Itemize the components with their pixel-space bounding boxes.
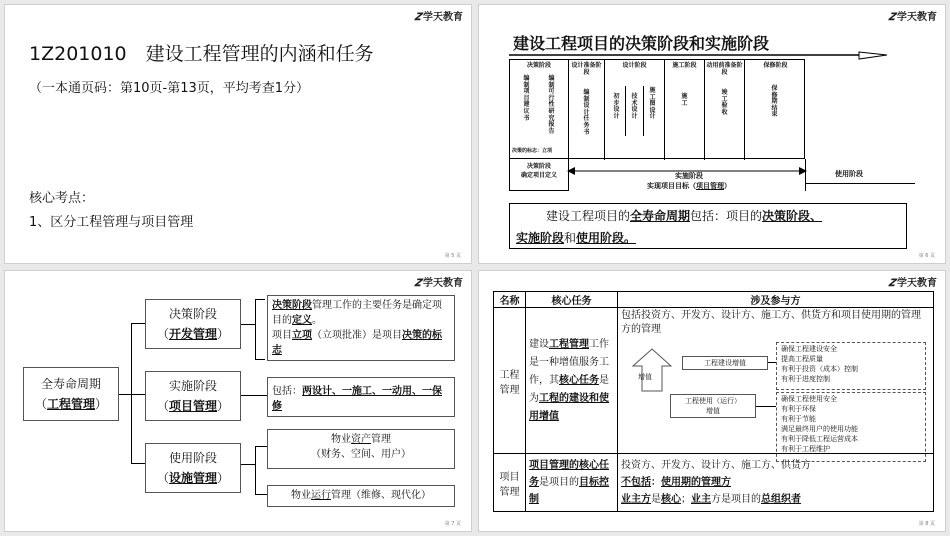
build-benefits-list: 确保工程建设安全 提高工程质量 有利于投资（成本）控制 有利于进度控制 <box>776 342 926 390</box>
brand-logo: 𝒁 学天教育 <box>888 278 937 289</box>
table-row <box>494 454 934 512</box>
table-header-row <box>494 292 934 308</box>
row-task: 项目管理的核心任务是项目的目标控制 <box>526 454 618 512</box>
phase-item: 编制设计任务书 <box>583 89 590 136</box>
core-item: 1、区分工程管理与项目管理 <box>29 215 194 230</box>
logo-mark-icon: 𝒁 <box>888 278 895 289</box>
use-stage-label: 使用阶段 <box>835 170 863 178</box>
table-row <box>494 308 934 454</box>
phase-construction: 施工阶段 施工 <box>664 60 704 160</box>
decision-mark: 决策的标志：立项 <box>512 148 553 154</box>
brand-logo: 𝒁 学天教育 <box>414 278 463 289</box>
header-cell: 核心任务 <box>526 292 618 308</box>
phase-item: 保修期结束 <box>771 85 778 119</box>
phase-diagram <box>509 59 805 159</box>
asset-mgmt-box: 物业资产管理 （财务、空间、用户） <box>267 429 455 469</box>
phase-warranty: 保修阶段 保修期结束 <box>744 60 806 160</box>
header-cell: 涉及参与方 <box>618 292 934 308</box>
row-name: 工程管理 <box>494 308 526 454</box>
impl-stage-label: 实施阶段 实现项目目标（项目管理） <box>647 172 731 190</box>
slide-1 <box>4 4 472 264</box>
root-box: 全寿命周期 （工程管理） <box>23 367 119 421</box>
slide-4 <box>478 270 946 532</box>
header-cell: 名称 <box>494 292 526 308</box>
page-number: 第 6 页 <box>918 253 935 259</box>
slide-subtitle: （一本通页码：第10页-第13页，平均考查1分） <box>29 81 310 96</box>
page-number: 第 8 页 <box>918 521 935 527</box>
build-value-box: 工程建设增值 <box>682 356 768 370</box>
brand-logo: 𝒁 学天教育 <box>414 12 463 23</box>
phase-item: 编制项目建议书 <box>523 75 530 122</box>
decision-desc: 决策阶段管理工作的主要任务是确定项目的定义。 项目立项（立项批准）是项目决策的标志 <box>267 295 455 361</box>
impl-desc: 包括：两设计、一施工、一动用、一保修 <box>267 377 455 417</box>
separator <box>643 86 644 136</box>
stage-use-box: 使用阶段 （设施管理） <box>145 443 241 493</box>
row-name: 项目管理 <box>494 454 526 512</box>
core-label: 核心考点： <box>29 191 95 206</box>
comparison-table <box>493 291 934 512</box>
row-task: 建设工程管理工作是一种增值服务工作，其核心任务是为工程的建设和使用增值 <box>526 308 618 454</box>
slide-title: 建设工程项目的决策阶段和实施阶段 <box>513 34 770 53</box>
stage-impl-box: 实施阶段 （项目管理） <box>145 371 241 421</box>
phase-design-prep: 设计准备阶段 编制设计任务书 <box>568 60 604 160</box>
logo-mark-icon: 𝒁 <box>888 12 895 23</box>
row-parties: 投资方、开发方、设计方、施工方、供货方 不包括：使用期的管理方 业主方是核心；业主方是项目的总组织者 <box>618 454 934 512</box>
phase-item: 编制可行性研究报告 <box>548 75 555 135</box>
separator <box>625 86 626 136</box>
lifecycle-note: 建设工程项目的全寿命周期包括：项目的决策阶段、 实施阶段和使用阶段。 <box>509 203 907 249</box>
slide-2 <box>478 4 946 264</box>
logo-mark-icon: 𝒁 <box>414 278 421 289</box>
phase-item: 初步设计 <box>613 93 620 120</box>
page-number: 第 5 页 <box>444 253 461 259</box>
phase-decision: 决策阶段 编制项目建议书 编制可行性研究报告 决策的标志：立项 <box>512 62 555 154</box>
page-number: 第 7 页 <box>444 521 461 527</box>
phase-item: 施工 <box>681 93 688 107</box>
ops-mgmt-box: 物业运行管理（维修、现代化） <box>267 485 455 507</box>
logo-mark-icon: 𝒁 <box>414 12 421 23</box>
slide-title: 1Z201010 建设工程管理的内涵和任务 <box>29 43 374 65</box>
brand-logo: 𝒁 学天教育 <box>888 12 937 23</box>
phase-pre-use: 动用前准备阶段 竣工验收 <box>704 60 744 160</box>
stage-decision-box: 决策阶段 （开发管理） <box>145 299 241 349</box>
phase-item: 施工图设计 <box>649 87 656 121</box>
slide-3 <box>4 270 472 532</box>
up-arrow-icon <box>632 348 672 392</box>
phase-item: 竣工验收 <box>721 89 728 116</box>
phase-item: 技术设计 <box>631 93 638 120</box>
zengzhi-label: 增值 <box>638 373 652 381</box>
decision-stage-cell: 决策阶段 确定项目定义 <box>509 159 569 191</box>
use-benefits-list: 确保工程使用安全 有利于环保 有利于节能 满足最终用户的使用功能 有利于降低工程运营成本 有利于工程维护 <box>776 392 926 462</box>
use-value-box: 工程使用（运行） 增值 <box>670 394 756 418</box>
phase-design: 设计阶段 初步设计 技术设计 施工图设计 <box>604 60 664 160</box>
row-parties: 包括投资方、开发方、设计方、施工方、供货方和项目使用期的管理方的管理 增值 工程建设增值 工程使用（运行） 增值 确保工程建设安全 提高工程质量 有利于投资（成本）控制 有利于进度控制 确保工程使用安全 有利于环保 有利于节能 满足最终用户的使用功能 有利于降低工程运营成本 有利于工程维护 <box>618 308 934 454</box>
